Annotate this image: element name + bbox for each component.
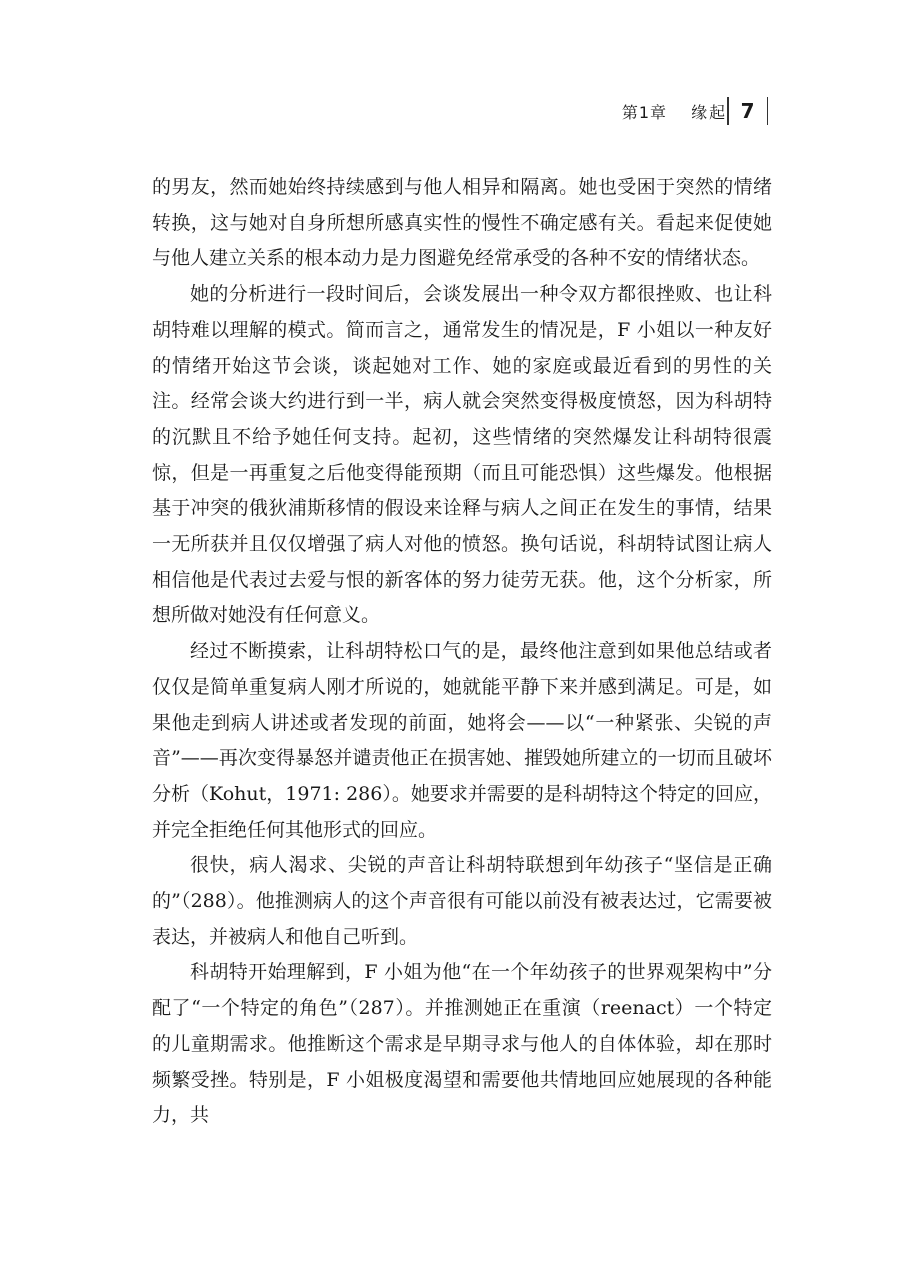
paragraph: 她的分析进行一段时间后，会谈发展出一种令双方都很挫败、也让科胡特难以理解的模式。简而言之，通常发生的情况是，F 小姐以一种友好的情绪开始这节会谈，谈起她对工作、她的家庭或最近看到的男性的关注。经常会谈大约进行到一半，病人就会突然变得极度愤怒，因为科胡特的沉默且不给予她任何支持。起初，这些情绪的突然爆发让科胡特很震惊，但是一再重复之后他变得能预期（而且可能恐惧）这些爆发。他根据基于冲突的俄狄浦斯移情的假设来诠释与病人之间正在发生的事情，结果一无所获并且仅仅增强了病人对他的愤怒。换句话说，科胡特试图让病人相信他是代表过去爱与恨的新客体的努力徒劳无获。他，这个分析家，所想所做对她没有任何意义。 [152, 283, 772, 627]
body-text [152, 170, 772, 1134]
chapter-title: 缘起 [691, 102, 728, 122]
paragraph: 科胡特开始理解到，F 小姐为他“在一个年幼孩子的世界观架构中”分配了“一个特定的角色”（287）。并推测她正在重演（reenact）一个特定的儿童期需求。他推断这个需求是早期寻求与他人的自体体验，却在那时频繁受挫。特别是，F 小姐极度渴望和需要他共情地回应她展现的各种能力，共 [152, 961, 772, 1127]
running-header [622, 96, 768, 126]
paragraph: 经过不断摸索，让科胡特松口气的是，最终他注意到如果他总结或者仅仅是简单重复病人刚才所说的，她就能平静下来并感到满足。可是，如果他走到病人讲述或者发现的前面，她将会——以“一种紧张、尖锐的声音”——再次变得暴怒并谴责他正在损害她、摧毁她所建立的一切而且破坏分析（Kohut，1971: 286）。她要求并需要的是科胡特这个特定的回应，并完全拒绝任何其他形式的回应。 [152, 640, 772, 841]
page-number: 7 [740, 99, 755, 123]
paragraph: 很快，病人渴求、尖锐的声音让科胡特联想到年幼孩子“坚信是正确的”（288）。他推测病人的这个声音很有可能以前没有被表达过，它需要被表达，并被病人和他自己听到。 [152, 854, 772, 948]
paragraph-continued: 的男友，然而她始终持续感到与他人相异和隔离。她也受困于突然的情绪转换，这与她对自身所想所感真实性的慢性不确定感有关。看起来促使她与他人建立关系的根本动力是力图避免经常承受的各种不安的情绪状态。 [152, 176, 772, 270]
chapter-label: 第1章 [621, 102, 668, 122]
header-divider-right [767, 97, 769, 125]
